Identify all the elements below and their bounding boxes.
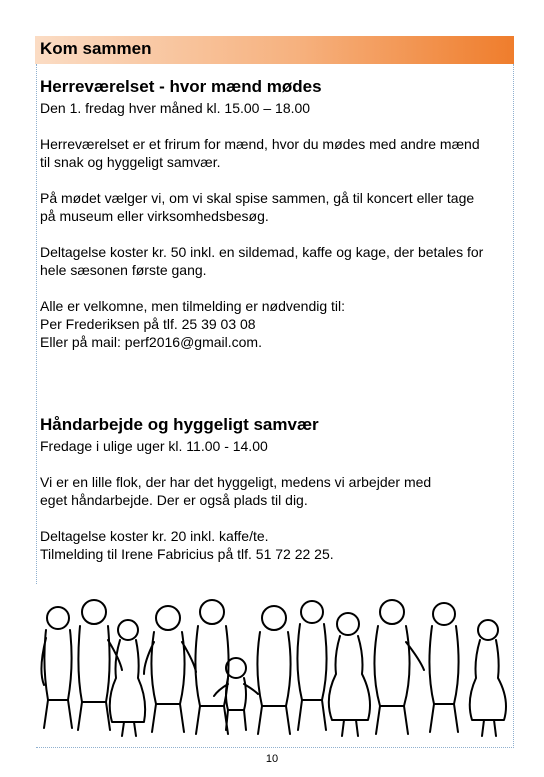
herrevaerelset-schedule: Den 1. fredag hver måned kl. 15.00 – 18.00 [40,100,311,116]
section-haandarbejde [40,413,510,563]
haandarbejde-schedule: Fredage i ulige uger kl. 11.00 - 14.00 [40,438,268,454]
frame-left-border [36,64,37,584]
haandarbejde-intro-line1: Vi er en lille flok, der har det hyggeligt, medens vi arbejder med [40,474,432,490]
herrevaerelset-heading: Herreværelset - hvor mænd mødes [40,77,322,96]
herrevaerelset-price-line2: hele sæsonen første gang. [40,262,207,278]
frame-bottom-border [36,747,514,748]
section-herrevaerelset [40,75,510,351]
haandarbejde-intro-line2: eget håndarbejde. Der er også plads til dig. [40,492,308,508]
banner-title: Kom sammen [40,39,152,58]
page-number: 10 [265,753,279,765]
herrevaerelset-price-line1: Deltagelse koster kr. 50 inkl. en sildemad, kaffe og kage, der betales for [40,244,484,260]
haandarbejde-heading: Håndarbejde og hyggeligt samvær [40,415,319,434]
herrevaerelset-activities-line1: På mødet vælger vi, om vi skal spise sammen, gå til koncert eller tage [40,190,475,206]
herrevaerelset-contact-line1: Alle er velkomne, men tilmelding er nødvendig til: [40,298,346,314]
herrevaerelset-activities-line2: på museum eller virksomhedsbesøg. [40,208,269,224]
herrevaerelset-intro-line2: til snak og hyggeligt samvær. [40,154,221,170]
herrevaerelset-contact-phone: Per Frederiksen på tlf. 25 39 03 08 [40,316,256,332]
people-holding-hands-illustration [36,590,514,740]
herrevaerelset-intro-line1: Herreværelset er et frirum for mænd, hvor du mødes med andre mænd [40,136,480,152]
herrevaerelset-contact-email: Eller på mail: perf2016@gmail.com. [40,334,262,350]
haandarbejde-price-line2: Tilmelding til Irene Fabricius på tlf. 51 72 22 25. [40,546,334,562]
haandarbejde-price-line1: Deltagelse koster kr. 20 inkl. kaffe/te. [40,528,269,544]
section-banner [35,36,514,64]
